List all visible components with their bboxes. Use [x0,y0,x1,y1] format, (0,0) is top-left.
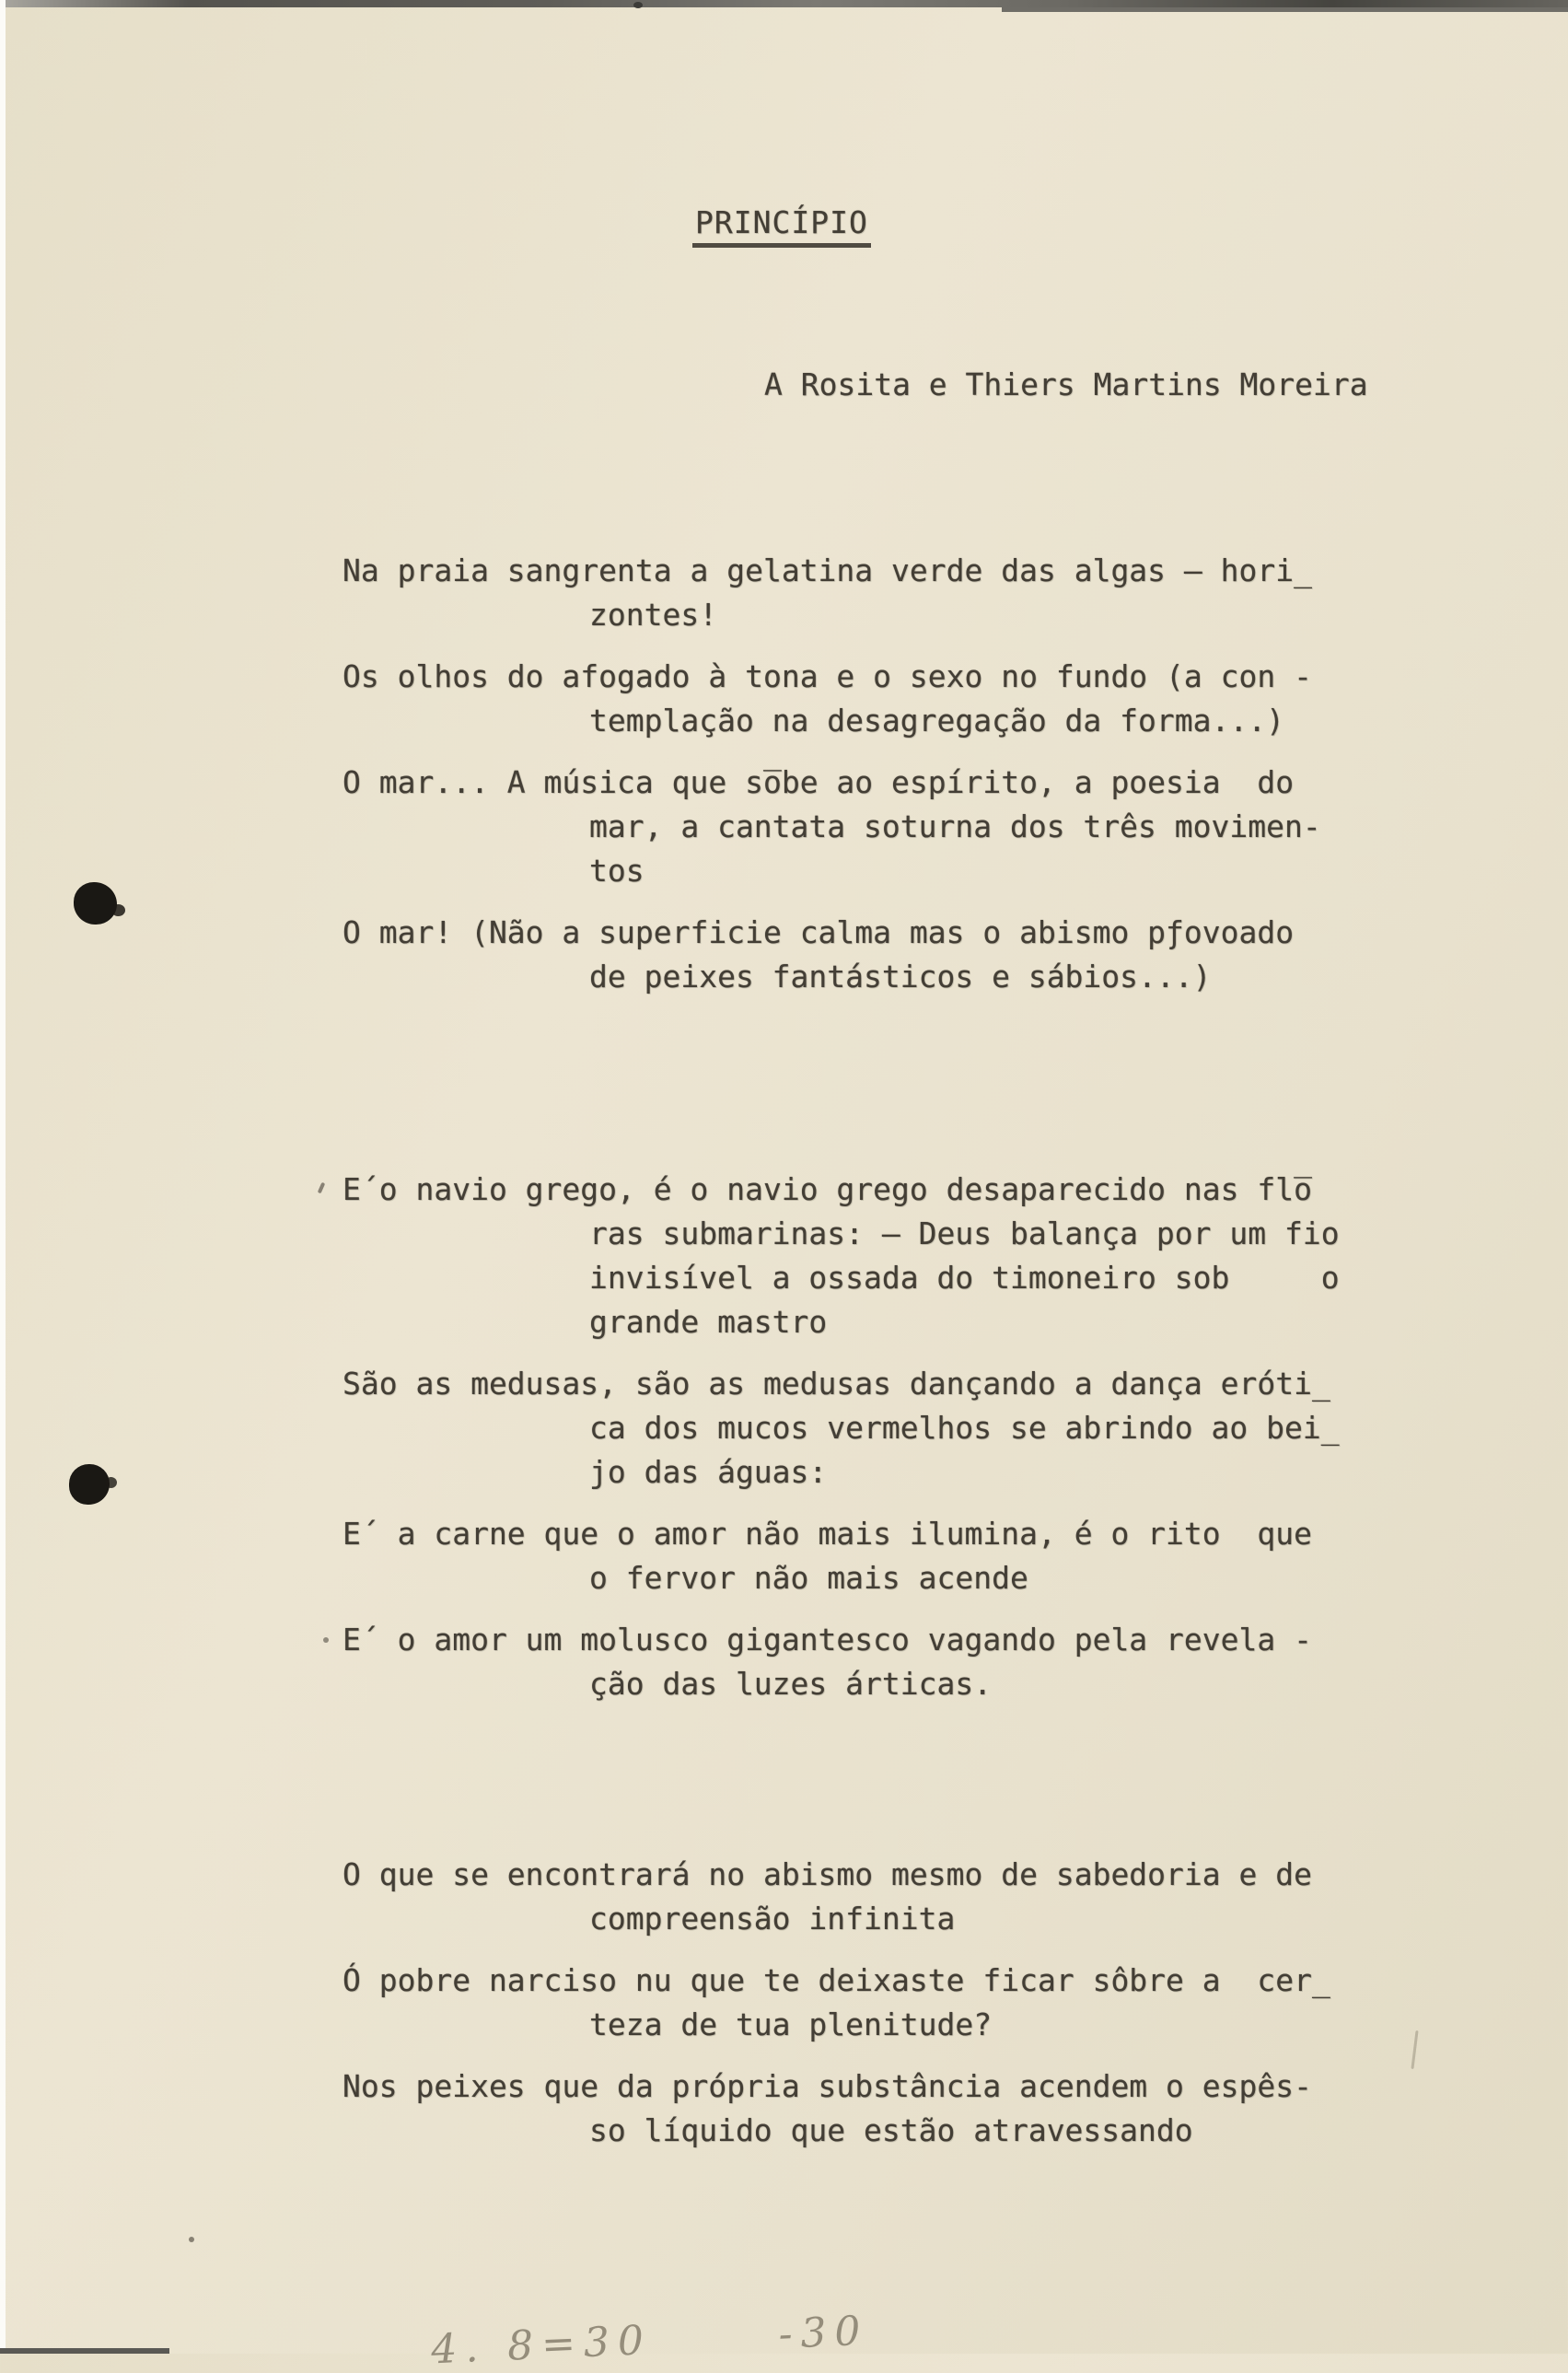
poem-line: O que se encontrará no abismo mesmo de sabedoria e de [343,1856,1312,1892]
poem-line: Nos peixes que da própria substância acendem o espês- [343,2068,1312,2104]
poem-line: templação na desagregação da forma...) [589,703,1284,739]
poem-section-1 [343,549,1493,999]
poem-line: mar, a cantata soturna dos três movimen- [589,808,1321,844]
poem-line: tos [589,853,645,889]
poem-line: E´ a carne que o amor não mais ilumina, é o rito que [343,1516,1312,1552]
scan-edge-top [0,0,1568,7]
dedication-line: A Rosita e Thiers Martins Moreira [764,366,1368,402]
pencil-annotation: 4. 8=30 -30 [430,2307,870,2373]
poem-section-2 [343,1168,1493,1706]
poem-line: invisível a ossada do timoneiro sob o [589,1260,1340,1296]
poem-title: PRINCÍPIO [692,204,871,248]
poem-line: zontes! [589,597,718,633]
poem-line: E´ o amor um molusco gigantesco vagando pela revela - [343,1622,1312,1658]
ink-speck [323,1637,329,1643]
poem-line: de peixes fantásticos e sábios...) [589,959,1212,995]
poem-line: O mar! (Não a superficie calma mas o abismo pƒovoado [343,914,1295,950]
scan-edge-top-step [1002,7,1568,12]
poem-section-3 [343,1853,1493,2153]
poem-line: compreensão infinita [589,1901,956,1937]
poem-line: so líquido que estão atravessando [589,2112,1193,2148]
poem-line: ca dos mucos vermelhos se abrindo ao bei̲ [589,1410,1340,1446]
poem-line: Os olhos do afogado à tona e o sexo no fundo (a con - [343,658,1312,694]
poem-line: Na praia sangrenta a gelatina verde das algas — hori̲ [343,553,1312,588]
poem-line: o fervor não mais acende [589,1560,1028,1596]
poem-line: ras submarinas: — Deus balança por um fio [589,1216,1340,1251]
poem-line: O mar... A música que so̅be ao espírito, a poesia do [343,764,1295,800]
scan-edge-bottom [0,2348,169,2354]
poem-line: São as medusas, são as medusas dançando a dança eróti̲ [343,1366,1330,1402]
poem-line: grande mastro [589,1304,828,1340]
poem-line: teza de tua plenitude? [589,2007,993,2042]
ink-speck [189,2237,194,2242]
poem-line: E´o navio grego, é o navio grego desaparecido nas flo̅ [343,1171,1312,1207]
poem-line: Ó pobre narciso nu que te deixaste ficar sôbre a cer̲ [343,1962,1330,1998]
hole-punch-bottom [69,1464,110,1505]
hole-punch-top [74,882,117,925]
ink-speck [318,1182,326,1194]
poem-line: ção das luzes árticas. [589,1666,993,1702]
ink-speck [633,2,643,8]
scan-edge-left [0,0,6,2354]
poem-line: jo das águas: [589,1454,828,1490]
